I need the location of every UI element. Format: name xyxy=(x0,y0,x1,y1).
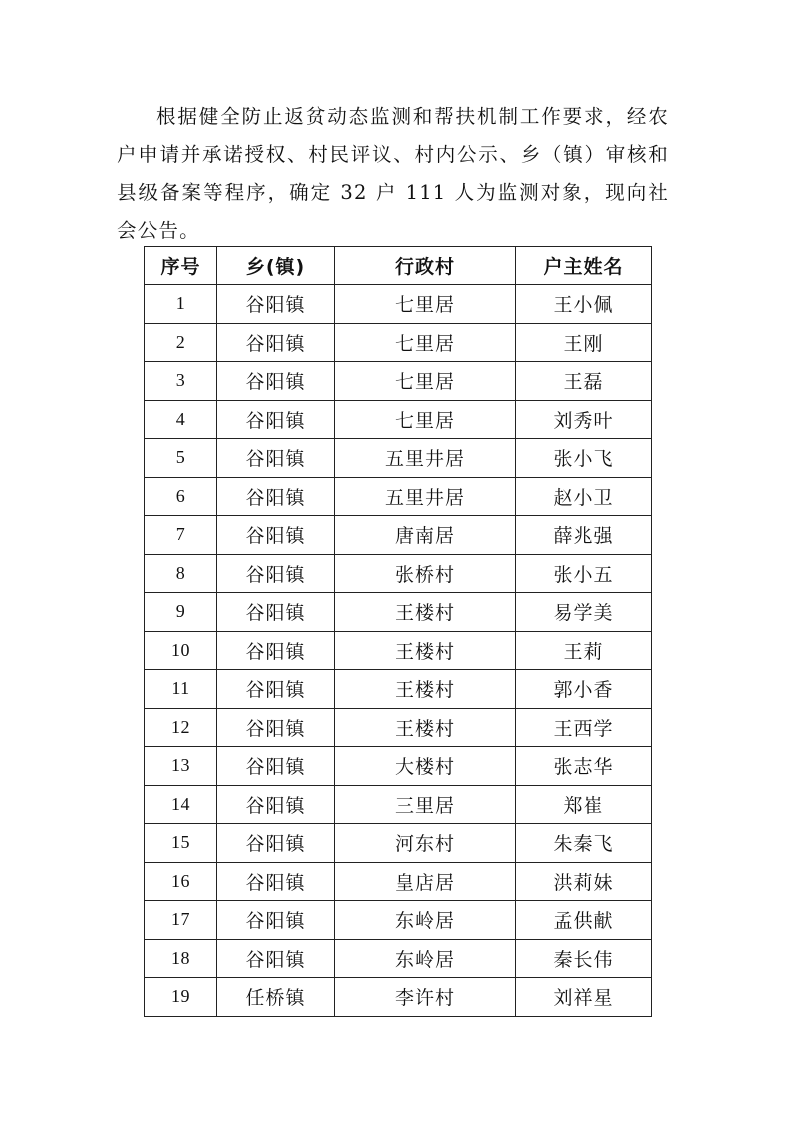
row-village-cell: 王楼村 xyxy=(335,631,516,670)
row-township-cell: 谷阳镇 xyxy=(217,477,335,516)
row-index-cell: 12 xyxy=(145,708,217,747)
row-householder-cell: 张志华 xyxy=(516,747,652,786)
row-township-cell: 任桥镇 xyxy=(217,978,335,1017)
row-village-cell: 李许村 xyxy=(335,978,516,1017)
row-township-cell: 谷阳镇 xyxy=(217,516,335,555)
table-row xyxy=(145,901,652,940)
row-village-cell: 王楼村 xyxy=(335,670,516,709)
row-township-cell: 谷阳镇 xyxy=(217,285,335,324)
row-township-cell: 谷阳镇 xyxy=(217,670,335,709)
row-township-cell: 谷阳镇 xyxy=(217,362,335,401)
row-householder-cell: 秦长伟 xyxy=(516,939,652,978)
row-index-cell: 14 xyxy=(145,785,217,824)
row-township-cell: 谷阳镇 xyxy=(217,747,335,786)
row-index-cell: 6 xyxy=(145,477,217,516)
row-village-cell: 五里井居 xyxy=(335,439,516,478)
row-householder-cell: 孟供献 xyxy=(516,901,652,940)
row-householder-cell: 赵小卫 xyxy=(516,477,652,516)
row-householder-cell: 刘秀叶 xyxy=(516,400,652,439)
row-index-cell: 19 xyxy=(145,978,217,1017)
row-index-cell: 7 xyxy=(145,516,217,555)
row-village-cell: 王楼村 xyxy=(335,708,516,747)
table-row xyxy=(145,862,652,901)
row-index-cell: 5 xyxy=(145,439,217,478)
table-row xyxy=(145,323,652,362)
row-householder-cell: 张小五 xyxy=(516,554,652,593)
table-row xyxy=(145,670,652,709)
row-index-cell: 17 xyxy=(145,901,217,940)
table-row xyxy=(145,939,652,978)
row-village-cell: 皇店居 xyxy=(335,862,516,901)
row-index-cell: 13 xyxy=(145,747,217,786)
row-township-cell: 谷阳镇 xyxy=(217,901,335,940)
row-village-cell: 张桥村 xyxy=(335,554,516,593)
row-index-cell: 1 xyxy=(145,285,217,324)
row-township-cell: 谷阳镇 xyxy=(217,708,335,747)
row-township-cell: 谷阳镇 xyxy=(217,439,335,478)
row-householder-cell: 易学美 xyxy=(516,593,652,632)
row-householder-cell: 张小飞 xyxy=(516,439,652,478)
row-village-cell: 王楼村 xyxy=(335,593,516,632)
row-village-cell: 五里井居 xyxy=(335,477,516,516)
table-body xyxy=(145,285,652,1017)
row-village-cell: 七里居 xyxy=(335,323,516,362)
table-row xyxy=(145,785,652,824)
row-index-cell: 18 xyxy=(145,939,217,978)
table-row xyxy=(145,554,652,593)
row-village-cell: 河东村 xyxy=(335,824,516,863)
row-township-cell: 谷阳镇 xyxy=(217,400,335,439)
row-index-cell: 11 xyxy=(145,670,217,709)
table-row xyxy=(145,439,652,478)
notice-paragraph: 根据健全防止返贫动态监测和帮扶机制工作要求，经农户申请并承诺授权、村民评议、村内公示、乡（镇）审核和县级备案等程序，确定 32 户 111 人为监测对象，现向社会公告。 xyxy=(117,105,669,242)
table-header-row xyxy=(145,247,652,285)
row-householder-cell: 王西学 xyxy=(516,708,652,747)
table-row xyxy=(145,631,652,670)
row-index-cell: 15 xyxy=(145,824,217,863)
table-row xyxy=(145,747,652,786)
row-township-cell: 谷阳镇 xyxy=(217,824,335,863)
table-row xyxy=(145,824,652,863)
row-township-cell: 谷阳镇 xyxy=(217,593,335,632)
row-index-cell: 4 xyxy=(145,400,217,439)
row-householder-cell: 王刚 xyxy=(516,323,652,362)
row-index-cell: 16 xyxy=(145,862,217,901)
row-village-cell: 唐南居 xyxy=(335,516,516,555)
row-township-cell: 谷阳镇 xyxy=(217,554,335,593)
row-index-cell: 8 xyxy=(145,554,217,593)
row-householder-cell: 王小佩 xyxy=(516,285,652,324)
header-householder: 户主姓名 xyxy=(516,247,652,285)
row-township-cell: 谷阳镇 xyxy=(217,939,335,978)
table-row xyxy=(145,477,652,516)
row-township-cell: 谷阳镇 xyxy=(217,785,335,824)
header-village: 行政村 xyxy=(335,247,516,285)
table-row xyxy=(145,285,652,324)
row-householder-cell: 王磊 xyxy=(516,362,652,401)
table-row xyxy=(145,516,652,555)
row-index-cell: 2 xyxy=(145,323,217,362)
row-township-cell: 谷阳镇 xyxy=(217,631,335,670)
table-row xyxy=(145,978,652,1017)
row-index-cell: 9 xyxy=(145,593,217,632)
row-householder-cell: 王莉 xyxy=(516,631,652,670)
table-row xyxy=(145,400,652,439)
row-householder-cell: 洪莉妹 xyxy=(516,862,652,901)
table-row xyxy=(145,362,652,401)
table-row xyxy=(145,593,652,632)
row-village-cell: 七里居 xyxy=(335,400,516,439)
row-village-cell: 七里居 xyxy=(335,285,516,324)
row-village-cell: 七里居 xyxy=(335,362,516,401)
header-township: 乡(镇) xyxy=(217,247,335,285)
row-householder-cell: 郑崔 xyxy=(516,785,652,824)
row-township-cell: 谷阳镇 xyxy=(217,323,335,362)
row-index-cell: 10 xyxy=(145,631,217,670)
row-householder-cell: 朱秦飞 xyxy=(516,824,652,863)
row-village-cell: 三里居 xyxy=(335,785,516,824)
table-row xyxy=(145,708,652,747)
row-householder-cell: 薛兆强 xyxy=(516,516,652,555)
monitoring-roster-table xyxy=(144,246,652,1017)
row-township-cell: 谷阳镇 xyxy=(217,862,335,901)
row-householder-cell: 郭小香 xyxy=(516,670,652,709)
row-village-cell: 大楼村 xyxy=(335,747,516,786)
row-householder-cell: 刘祥星 xyxy=(516,978,652,1017)
row-village-cell: 东岭居 xyxy=(335,939,516,978)
row-index-cell: 3 xyxy=(145,362,217,401)
header-index: 序号 xyxy=(145,247,217,285)
row-village-cell: 东岭居 xyxy=(335,901,516,940)
